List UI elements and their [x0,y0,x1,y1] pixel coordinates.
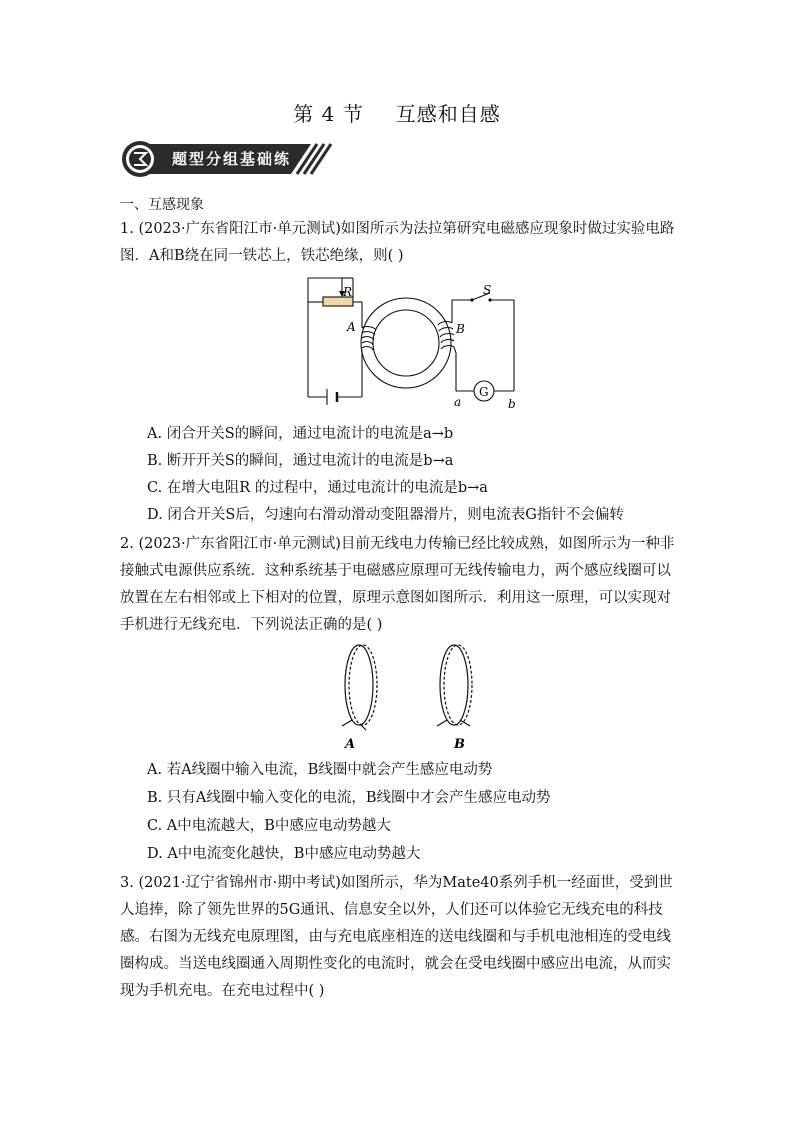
question-2-option-a: A. 若A线圈中输入电流，B线圈中就会产生感应电动势 [147,762,493,778]
label-r: R [343,285,353,299]
coil-b-label: B [454,737,465,752]
question-1-option-d: D. 闭合开关S后，匀速向右滑动滑动变阻器滑片，则电流表G指针不会偏转 [147,507,624,523]
question-1-option-c: C. 在增大电阻R 的过程中，通过电流计的电流是b→a [147,480,488,496]
question-2-option-c: C. A中电流越大，B中感应电动势越大 [147,818,391,834]
label-terminal-a: a [454,395,462,409]
question-2-option-b: B. 只有A线圈中输入变化的电流，B线圈中才会产生感应电动势 [147,790,551,806]
galvanometer-label: G [479,385,489,399]
section-heading: 一、互感现象 [120,197,204,213]
question-2-coils-figure [330,640,490,755]
coil-a-label: A [345,737,356,752]
question-1-text: 1. (2023·广东省阳江市·单元测试)如图所示为法拉第研究电磁感应现象时做过实验电路图．A和B绕在同一铁芯上，铁芯绝缘，则( ) [120,221,675,264]
question-1-option-a: A. 闭合开关S的瞬间，通过电流计的电流是a→b [147,426,454,442]
label-b-coil: B [456,322,465,336]
section-number: 第 4 节 [293,102,364,126]
section-title: 互感和自感 [395,102,501,126]
question-2-option-d: D. A中电流变化越快，B中感应电动势越大 [147,846,421,862]
question-1-circuit-figure [300,275,525,410]
label-a-coil: A [347,320,356,334]
label-terminal-b: b [508,397,516,410]
question-3-text: 3. (2021·辽宁省锦州市·期中考试)如图所示，华为Mate40系列手机一经面世，受到世人追捧，除了领先世界的5G通讯、信息安全以外，人们还可以体验它无线充电的科技感。右图为无线充电原理图，由与充电底座相连的送电线圈和与手机电池相连的受电线圈构成。当送电线圈通入周期性变化的电流时，就会在受电线圈中感应出电流，从而实现为手机充电。在充电过程中( ) [120,875,673,999]
question-1-option-b: B. 断开开关S的瞬间，通过电流计的电流是b→a [147,453,454,469]
question-2-text: 2. (2023·广东省阳江市·单元测试)目前无线电力传输已经比较成熟，如图所示为一种非接触式电源供应系统．这种系统基于电磁感应原理可无线传输电力，两个感应线圈可以放置在左右相邻或上下相对的位置，原理示意图如图所示．利用这一原理，可以实现对手机进行无线充电．下列说法正确的是( ) [120,536,675,633]
page-title [0,98,794,127]
banner-label: 题型分组基础练 [172,150,292,168]
label-switch: S [483,283,492,297]
